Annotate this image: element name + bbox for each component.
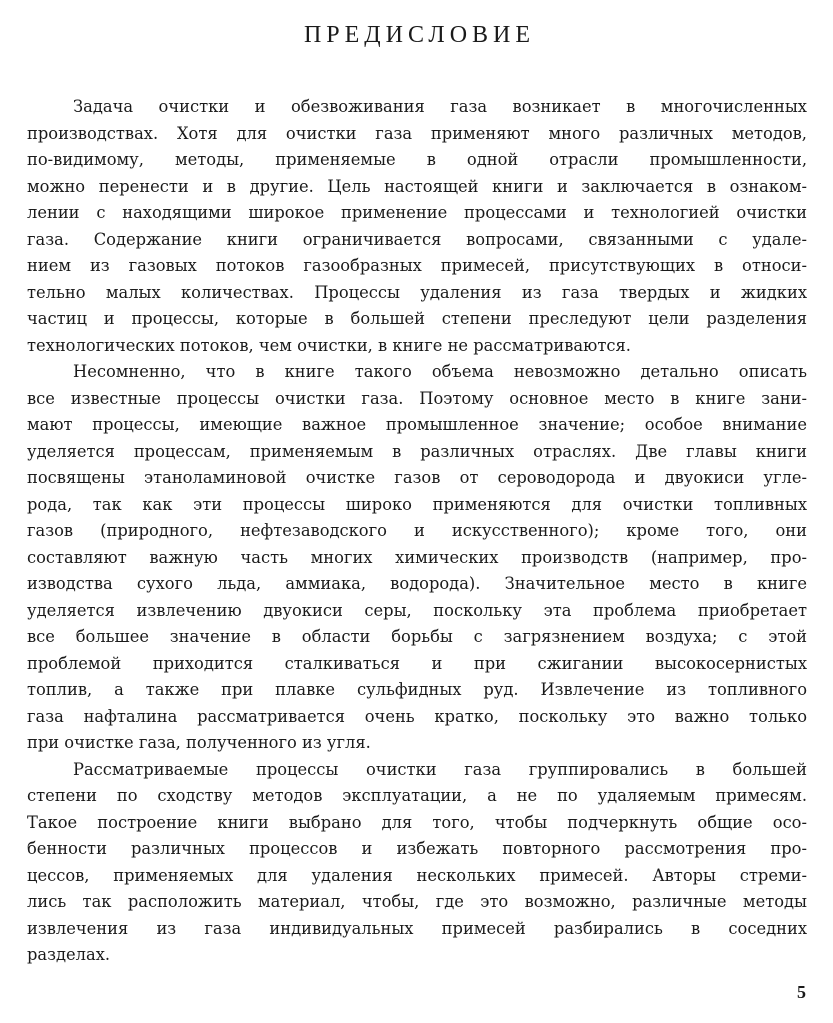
paragraph (27, 359, 807, 757)
text-line: лись так расположить материал, чтобы, где это возможно, различные методы (27, 892, 807, 911)
text-line: мают процессы, имеющие важное промышленное значение; особое внимание (27, 415, 807, 434)
text-line: все большее значение в области борьбы с загрязнением воздуха; с этой (27, 627, 807, 646)
text-line: степени по сходству методов эксплуатации, а не по удаляемым примесям. (27, 786, 807, 805)
text-line: Такое построение книги выбрано для того, чтобы подчеркнуть общие осо- (27, 812, 807, 832)
text-line: составляют важную часть многих химических производств (например, про- (27, 547, 807, 567)
page-title: ПРЕДИСЛОВИЕ (303, 22, 536, 48)
text-line: разделах. (27, 945, 111, 964)
text-line: изводства сухого льда, аммиака, водорода). Значительное место в книге (27, 574, 807, 593)
paragraph (27, 94, 807, 359)
text-line: можно перенести и в другие. Цель настоящей книги и заключается в ознаком- (27, 176, 807, 196)
text-line: газа. Содержание книги ограничивается вопросами, связанными с удале- (27, 229, 807, 249)
text-line: по-видимому, методы, применяемые в одной отрасли промышленности, (27, 150, 807, 169)
text-line: проблемой приходится сталкиваться и при сжигании высокосернистых (27, 653, 807, 673)
text-line: газов (природного, нефтезаводского и искусственного); кроме того, они (27, 521, 807, 540)
text-line: цессов, применяемых для удаления нескольких примесей. Авторы стреми- (27, 865, 807, 885)
text-line: частиц и процессы, которые в большей степени преследуют цели разделения (27, 309, 807, 328)
text-line: топлив, а также при плавке сульфидных руд. Извлечение из топливного (27, 680, 807, 699)
text-line: лении с находящими широкое применение процессами и технологией очистки (27, 203, 807, 222)
text-line: уделяется процессам, применяемым в различных отраслях. Две главы книги (27, 441, 807, 461)
text-line: Задача очистки и обезвоживания газа возникает в многочисленных (73, 97, 807, 116)
text-line: при очистке газа, полученного из угля. (27, 733, 371, 752)
text-line: тельно малых количествах. Процессы удаления из газа твердых и жидких (27, 282, 807, 302)
text-line: технологических потоков, чем очистки, в книге не рассматриваются. (27, 335, 631, 355)
text-line: нием из газовых потоков газообразных примесей, присутствующих в относи- (27, 256, 807, 275)
text-line: рода, так как эти процессы широко применяются для очистки топливных (27, 494, 807, 514)
text-line: извлечения из газа индивидуальных примесей разбирались в соседних (27, 918, 807, 938)
body-text (27, 94, 807, 969)
text-line: газа нафталина рассматривается очень кратко, поскольку это важно только (27, 706, 807, 726)
text-line: бенности различных процессов и избежать повторного рассмотрения про- (27, 839, 807, 858)
text-line: Рассматриваемые процессы очистки газа группировались в большей (73, 759, 807, 779)
text-line: посвящены этаноламиновой очистке газов от сероводорода и двуокиси угле- (27, 468, 807, 487)
text-line: уделяется извлечению двуокиси серы, поскольку эта проблема приобретает (27, 600, 807, 620)
text-line: производствах. Хотя для очистки газа применяют много различных методов, (27, 123, 807, 143)
text-line: все известные процессы очистки газа. Поэтому основное место в книге зани- (27, 388, 807, 408)
paragraph (27, 757, 807, 969)
page-number: 5 (797, 982, 806, 1002)
text-line: Несомненно, что в книге такого объема невозможно детально описать (73, 362, 807, 381)
